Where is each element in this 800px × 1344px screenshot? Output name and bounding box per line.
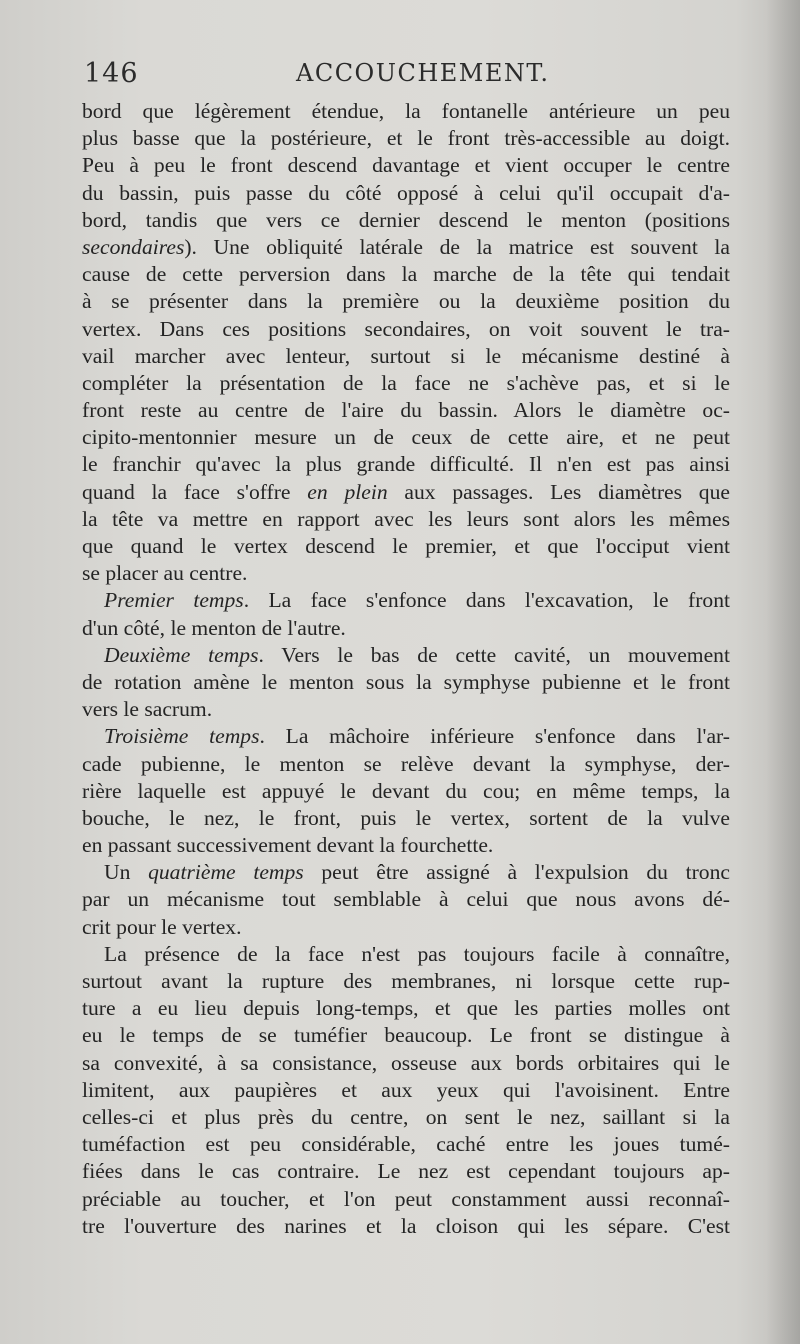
text-line-content: du bassin, puis passe du côté opposé à celui qu'il occupait d'a- (82, 180, 730, 205)
text-line (82, 914, 730, 941)
text-line (82, 615, 730, 642)
text-line (82, 207, 730, 234)
text-line (82, 234, 730, 261)
text-line-content: aux passages. Les diamètres que (387, 479, 730, 504)
text-line-content: compléter la présentation de la face ne s'achève pas, et si le (82, 370, 730, 395)
text-line (82, 1158, 730, 1185)
text-line-content: en passant successivement devant la fourchette. (82, 833, 494, 858)
text-line-content: par un mécanisme tout semblable à celui que nous avons dé- (82, 887, 730, 912)
text-line-content: bord, tandis que vers ce dernier descend le menton (positions (82, 207, 730, 232)
text-line-content: sa convexité, à sa consistance, osseuse aux bords orbitaires qui le (82, 1050, 730, 1075)
text-line-content: cade pubienne, le menton se relève devant la symphyse, der- (82, 751, 730, 776)
text-line-content: cause de cette perversion dans la marche de la tête qui tendait (82, 262, 730, 287)
text-line-content: . Vers le bas de cette cavité, un mouvement (258, 642, 730, 667)
text-line (82, 506, 730, 533)
text-line (82, 479, 730, 506)
text-line (82, 152, 730, 179)
text-line (82, 451, 730, 478)
text-line-content: . La mâchoire inférieure s'enfonce dans l'ar- (259, 724, 730, 749)
text-line (82, 98, 730, 125)
italic-term: en plein (307, 479, 388, 504)
text-line-content: vers le sacrum. (82, 697, 213, 722)
text-line (82, 751, 730, 778)
text-line (82, 832, 730, 859)
text-line (82, 397, 730, 424)
text-line-content: vertex. Dans ces positions secondaires, on voit souvent le tra- (82, 316, 730, 341)
text-line (82, 343, 730, 370)
page-header (84, 58, 734, 94)
text-line-content: la tête va mettre en rapport avec les leurs sont alors les mêmes (82, 506, 730, 531)
text-line (82, 1104, 730, 1131)
text-line (82, 261, 730, 288)
text-line (82, 778, 730, 805)
text-line-content: limitent, aux paupières et aux yeux qui l'avoisinent. Entre (82, 1077, 730, 1102)
italic-term: Troisième temps (104, 724, 260, 749)
page-edge-shadow (766, 0, 800, 1344)
text-line (82, 642, 730, 669)
text-line-content: tuméfaction est peu considérable, caché entre les joues tumé- (82, 1132, 730, 1157)
page-number: 146 (84, 58, 139, 89)
text-line-content: eu le temps de se tuméfier beaucoup. Le front se distingue à (82, 1023, 730, 1048)
body-text (82, 98, 730, 1240)
text-line-content: de rotation amène le menton sous la symphyse pubienne et le front (82, 669, 730, 694)
text-line (82, 1186, 730, 1213)
text-line-content: d'un côté, le menton de l'autre. (82, 615, 346, 640)
text-line-content: La présence de la face n'est pas toujours facile à connaître, (104, 941, 730, 966)
text-line (82, 125, 730, 152)
text-line-content: ture a eu lieu depuis long-temps, et que les parties molles ont (82, 996, 730, 1021)
text-line (82, 941, 730, 968)
text-line (82, 669, 730, 696)
text-line-content: surtout avant la rupture des membranes, ni lorsque cette rup- (82, 969, 730, 993)
text-line-content: vail marcher avec lenteur, surtout si le mécanisme destiné à (82, 343, 730, 368)
text-line (82, 723, 730, 750)
text-line-content: que quand le vertex descend le premier, et que l'occiput vient (82, 534, 730, 558)
text-line-content: tre l'ouverture des narines et la cloison qui les sépare. C'est (82, 1213, 730, 1238)
text-line (82, 316, 730, 343)
text-line-content: Peu à peu le front descend davantage et vient occuper le centre (82, 153, 730, 178)
text-line-content: bord que légèrement étendue, la fontanelle antérieure un peu (82, 99, 730, 123)
italic-term: Deuxième temps (104, 642, 259, 667)
text-line-content: crit pour le vertex. (82, 914, 242, 939)
text-line (82, 1050, 730, 1077)
text-line (82, 560, 730, 587)
text-line-content: se placer au centre. (82, 561, 248, 586)
text-line (82, 180, 730, 207)
text-line (82, 288, 730, 315)
text-line-content: peut être assigné à l'expulsion du tronc (303, 860, 730, 885)
text-line-lead: quand la face s'offre (82, 479, 308, 504)
text-line-content: cipito-mentonnier mesure un de ceux de cette aire, et ne peut (82, 425, 730, 450)
italic-term: Premier temps (104, 588, 244, 613)
text-line-content: celles-ci et plus près du centre, on sent le nez, saillant si la (82, 1104, 730, 1129)
text-line (82, 1213, 730, 1240)
text-line-content: à se présenter dans la première ou la deuxième position du (82, 289, 730, 314)
text-line-content: ). Une obliquité latérale de la matrice est souvent la (184, 234, 730, 259)
text-line (82, 805, 730, 832)
text-line-content: front reste au centre de l'aire du bassin. Alors le diamètre oc- (82, 398, 730, 423)
text-line-lead: Un (104, 860, 149, 885)
text-line (82, 968, 730, 995)
text-line (82, 533, 730, 560)
text-line-content: le franchir qu'avec la plus grande difficulté. Il n'en est pas ainsi (82, 452, 730, 477)
text-line-content: plus basse que la postérieure, et le front très-accessible au doigt. (82, 126, 730, 151)
italic-term: secondaires (82, 234, 185, 259)
text-line (82, 1131, 730, 1158)
text-line (82, 1022, 730, 1049)
running-title: ACCOUCHEMENT. (296, 59, 550, 87)
text-line (82, 1077, 730, 1104)
text-line-content: . La face s'enfonce dans l'excavation, le front (243, 588, 730, 613)
text-line (82, 370, 730, 397)
text-line (82, 424, 730, 451)
text-line (82, 859, 730, 886)
text-line-content: rière laquelle est appuyé le devant du cou; en même temps, la (82, 778, 730, 803)
text-line-content: préciable au toucher, et l'on peut constamment aussi reconnaî- (82, 1186, 730, 1211)
text-line-content: bouche, le nez, le front, puis le vertex, sortent de la vulve (82, 805, 730, 830)
text-line (82, 995, 730, 1022)
text-line-content: fiées dans le cas contraire. Le nez est cependant toujours ap- (82, 1159, 730, 1184)
italic-term: quatrième temps (148, 860, 304, 885)
text-line (82, 886, 730, 913)
text-line (82, 587, 730, 614)
text-line (82, 696, 730, 723)
